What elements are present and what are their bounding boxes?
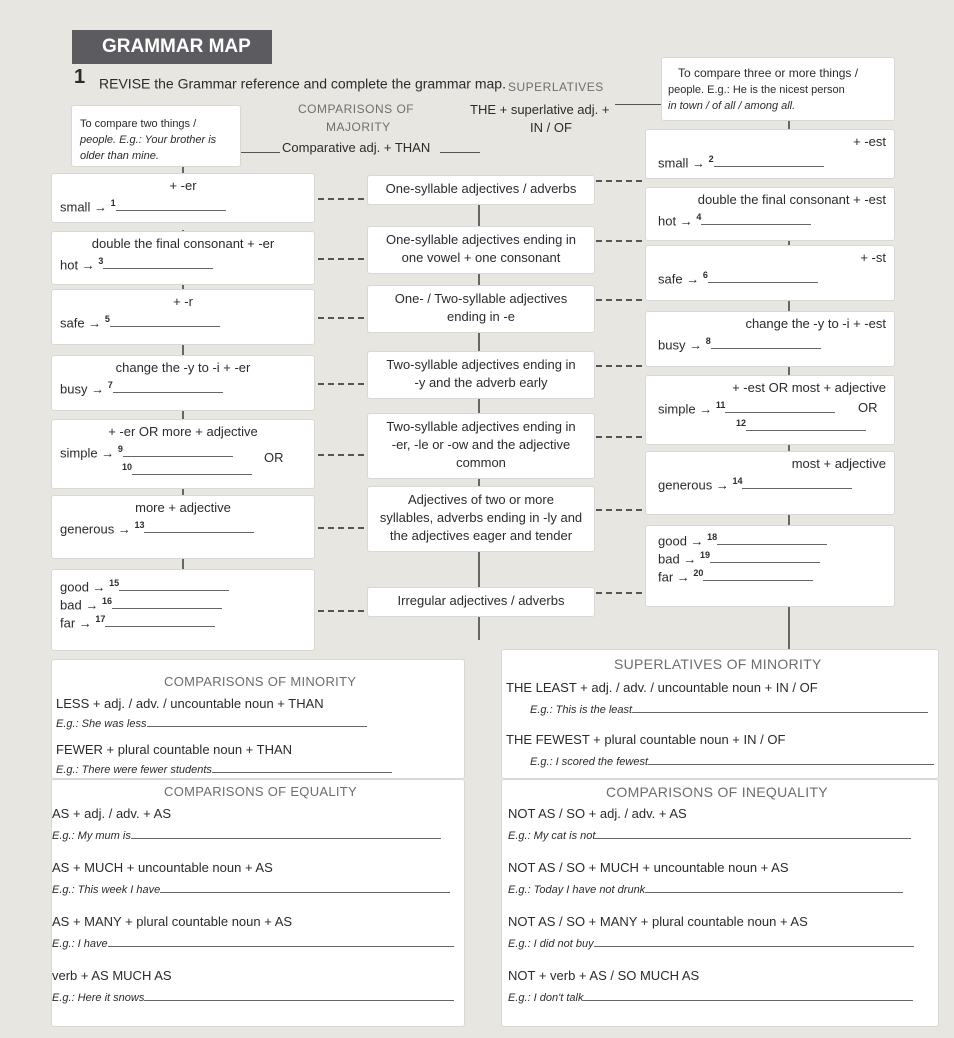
rule-category-box bbox=[368, 352, 594, 398]
superlative-rule-box bbox=[646, 376, 894, 444]
comparative-rule-box bbox=[52, 290, 314, 344]
dashed-connector bbox=[318, 454, 364, 456]
dashed-connector bbox=[596, 436, 642, 438]
right-intro-box bbox=[662, 58, 894, 120]
rule-category-line: syllables, adverbs ending in -ly and bbox=[379, 510, 583, 525]
left-intro-line: people. E.g.: Your brother is bbox=[80, 134, 217, 146]
rule-category-line: -y and the adverb early bbox=[414, 375, 548, 390]
minority-formula: FEWER + plural countable noun + THAN bbox=[56, 742, 293, 757]
superlative-blank-item: safe → $^6$ bbox=[658, 270, 818, 286]
superlative-blank-item: busy → $^8$ bbox=[658, 336, 821, 352]
right-intro-line: people. E.g.: He is the nicest person bbox=[668, 84, 845, 96]
page-title: GRAMMAR MAP bbox=[72, 30, 272, 64]
inequality-example: E.g.: I did not buy bbox=[508, 938, 914, 950]
comparative-rule: change the -y to -i + -er bbox=[115, 360, 251, 375]
superlative-blank-item: hot → $^4$ bbox=[658, 212, 811, 228]
comparative-rule: + -er OR more + adjective bbox=[108, 424, 258, 439]
dashed-connector bbox=[318, 198, 364, 200]
connector bbox=[440, 152, 480, 153]
comparative-blank-item: far → $^{17}$ bbox=[60, 614, 215, 630]
inequality-title: COMPARISONS OF INEQUALITY bbox=[606, 784, 828, 800]
inequality-example: E.g.: My cat is not bbox=[508, 830, 911, 842]
superlative-rule: double the final consonant + -est bbox=[697, 192, 886, 207]
right-intro-line: in town / of all / among all. bbox=[668, 100, 796, 112]
equality-formula: AS + MANY + plural countable noun + AS bbox=[52, 914, 293, 929]
rule-category-box bbox=[368, 227, 594, 273]
superlative-rule-box bbox=[646, 526, 894, 606]
comparative-blank-item: safe → $^5$ bbox=[60, 314, 220, 330]
inequality-example: E.g.: Today I have not drunk bbox=[508, 884, 903, 896]
rule-category-line: -er, -le or -ow and the adjective bbox=[391, 437, 571, 452]
majority-header bbox=[280, 100, 440, 164]
rule-category-box bbox=[368, 588, 594, 616]
dashed-connector bbox=[596, 592, 642, 594]
comparative-blank-item: good → $^{15}$ bbox=[60, 578, 229, 594]
rule-category-line: the adjectives eager and tender bbox=[389, 528, 573, 543]
instruction bbox=[74, 66, 506, 92]
superlative-rule: + -st bbox=[860, 250, 886, 265]
minority-example: E.g.: She was less bbox=[56, 718, 367, 730]
equality-title: COMPARISONS OF EQUALITY bbox=[164, 784, 358, 799]
sup-minority-formula: THE LEAST + adj. / adv. / uncountable noun + IN / OF bbox=[506, 680, 818, 695]
rule-category-line: One-syllable adjectives / adverbs bbox=[385, 181, 577, 196]
comparative-blank-item: simple → $^9$ bbox=[60, 444, 233, 460]
rule-category-line: common bbox=[456, 455, 506, 470]
dashed-connector bbox=[596, 365, 642, 367]
equality-formula: verb + AS MUCH AS bbox=[52, 968, 172, 983]
rule-category-line: one vowel + one consonant bbox=[401, 250, 561, 265]
majority-title: MAJORITY bbox=[326, 120, 391, 134]
rule-category-line: ending in -e bbox=[447, 309, 515, 324]
equality-example: E.g.: Here it snows bbox=[52, 992, 454, 1004]
instruction-number: 1 bbox=[74, 66, 86, 88]
equality-example: E.g.: My mum is bbox=[52, 830, 441, 842]
majority-formula: Comparative adj. + THAN bbox=[282, 140, 431, 155]
comparative-rule: double the final consonant + -er bbox=[91, 236, 275, 251]
dashed-connector bbox=[318, 383, 364, 385]
dashed-connector bbox=[596, 299, 642, 301]
rule-category-box bbox=[368, 286, 594, 332]
rule-category-box bbox=[368, 176, 594, 204]
sup-minority-title: SUPERLATIVES OF MINORITY bbox=[614, 656, 822, 672]
superlative-rule-box bbox=[646, 246, 894, 300]
minority-box bbox=[52, 660, 464, 778]
dashed-connector bbox=[596, 180, 642, 182]
inequality-box bbox=[502, 780, 938, 1026]
rule-category-box bbox=[368, 487, 594, 551]
or-label: OR bbox=[858, 400, 878, 415]
rule-category-line: Two-syllable adjectives ending in bbox=[386, 357, 576, 372]
superlative-blank-item: simple → $^{11}$ bbox=[658, 400, 835, 416]
superlative-rule: + -est OR most + adjective bbox=[732, 380, 886, 395]
rule-category-line: One-syllable adjectives ending in bbox=[385, 232, 577, 247]
superlative-rule-box bbox=[646, 130, 894, 178]
comparative-rule-box bbox=[52, 570, 314, 650]
comparative-blank-item: generous → $^{13}$ bbox=[60, 520, 254, 536]
inequality-example: E.g.: I don't talk bbox=[508, 992, 913, 1004]
superlative-blank-item: generous → $^{14}$ bbox=[658, 476, 852, 492]
equality-box bbox=[52, 780, 464, 1026]
instruction-text: REVISE the Grammar reference and complete the grammar map. bbox=[99, 75, 506, 92]
rule-category-line: Two-syllable adjectives ending in bbox=[386, 419, 576, 434]
right-intro-line: To compare three or more things / bbox=[678, 66, 859, 80]
superlative-rule-box bbox=[646, 188, 894, 240]
inequality-formula: NOT AS / SO + MANY + plural countable noun + AS bbox=[508, 914, 808, 929]
minority-title: COMPARISONS OF MINORITY bbox=[164, 674, 357, 689]
rule-category-line: Irregular adjectives / adverbs bbox=[397, 593, 565, 608]
superlative-blank-item: 12 bbox=[736, 418, 866, 434]
left-intro-line: older than mine. bbox=[80, 150, 159, 162]
inequality-formula: NOT AS / SO + adj. / adv. + AS bbox=[508, 806, 687, 821]
comparative-rule-box bbox=[52, 174, 314, 222]
comparative-rule-box bbox=[52, 496, 314, 558]
superlative-rule-box bbox=[646, 452, 894, 514]
inequality-formula: NOT AS / SO + MUCH + uncountable noun + AS bbox=[508, 860, 789, 875]
comparative-rule-box bbox=[52, 420, 314, 488]
dashed-connector bbox=[318, 527, 364, 529]
dashed-connector bbox=[596, 240, 642, 242]
superlative-blank-item: far → $^{20}$ bbox=[658, 568, 813, 584]
comparative-blank-item: hot → $^3$ bbox=[60, 256, 213, 272]
superlatives-formula: THE + superlative adj. + bbox=[470, 102, 610, 117]
comparative-rule-box bbox=[52, 232, 314, 284]
dashed-connector bbox=[318, 258, 364, 260]
comparative-blank-item: 10 bbox=[122, 462, 252, 478]
equality-formula: AS + adj. / adv. + AS bbox=[52, 806, 171, 821]
superlative-rule: + -est bbox=[853, 134, 886, 149]
rule-category-line: Adjectives of two or more bbox=[408, 492, 554, 507]
left-intro-box bbox=[72, 106, 240, 166]
rule-category-line: One- / Two-syllable adjectives bbox=[394, 291, 568, 306]
connector bbox=[240, 152, 280, 153]
superlative-rule-box bbox=[646, 312, 894, 366]
equality-example: E.g.: This week I have bbox=[52, 884, 450, 896]
or-label: OR bbox=[264, 450, 284, 465]
sup-minority-box bbox=[502, 650, 938, 778]
comparative-blank-item: busy → $^7$ bbox=[60, 380, 223, 396]
superlatives-formula: IN / OF bbox=[530, 120, 572, 135]
superlative-rule: most + adjective bbox=[791, 456, 886, 471]
majority-title: COMPARISONS OF bbox=[298, 102, 415, 116]
inequality-formula: NOT + verb + AS / SO MUCH AS bbox=[508, 968, 700, 983]
rule-category-box bbox=[368, 414, 594, 478]
connector bbox=[615, 104, 665, 105]
equality-example: E.g.: I have bbox=[52, 938, 454, 950]
comparative-rule: more + adjective bbox=[135, 500, 231, 515]
dashed-connector bbox=[596, 509, 642, 511]
minority-formula: LESS + adj. / adv. / uncountable noun + THAN bbox=[56, 696, 324, 711]
sup-minority-example: E.g.: I scored the fewest bbox=[530, 756, 934, 768]
minority-example: E.g.: There were fewer students bbox=[56, 764, 392, 776]
comparative-rule: + -r bbox=[173, 294, 193, 309]
comparative-rule: + -er bbox=[169, 178, 197, 193]
sup-minority-formula: THE FEWEST + plural countable noun + IN / OF bbox=[506, 732, 786, 747]
superlative-blank-item: bad → $^{19}$ bbox=[658, 550, 820, 566]
comparative-rule-box bbox=[52, 356, 314, 410]
superlative-blank-item: small → $^2$ bbox=[658, 154, 824, 170]
sup-minority-example: E.g.: This is the least bbox=[530, 704, 928, 716]
dashed-connector bbox=[318, 317, 364, 319]
comparative-blank-item: bad → $^{16}$ bbox=[60, 596, 222, 612]
superlative-rule: change the -y to -i + -est bbox=[745, 316, 886, 331]
equality-formula: AS + MUCH + uncountable noun + AS bbox=[52, 860, 273, 875]
superlative-blank-item: good → $^{18}$ bbox=[658, 532, 827, 548]
comparative-blank-item: small → $^1$ bbox=[60, 198, 226, 214]
superlatives-title: SUPERLATIVES bbox=[508, 80, 604, 94]
dashed-connector bbox=[318, 610, 364, 612]
superlatives-header bbox=[470, 76, 620, 146]
left-intro-line: To compare two things / bbox=[80, 118, 197, 130]
